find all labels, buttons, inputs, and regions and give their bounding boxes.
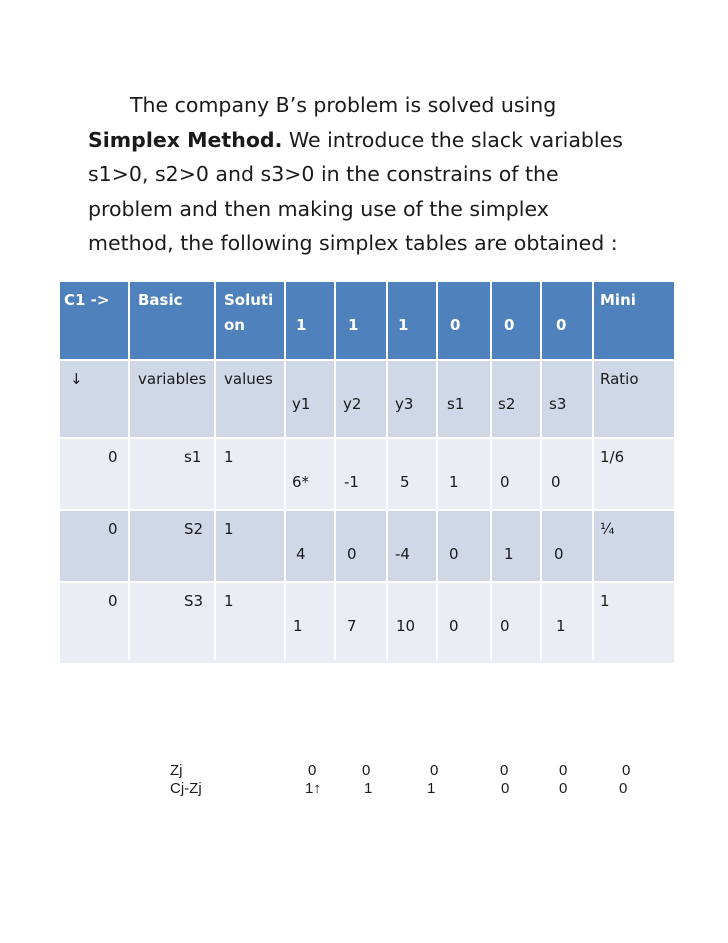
row2-solution: 1 [224,520,234,538]
col-y2: y2 [343,395,362,413]
column-divider [436,282,438,660]
row3-s1: 0 [449,617,459,635]
row3-y3: 10 [396,617,416,635]
col-y1: y1 [292,395,311,413]
ratio-label: Ratio [600,370,639,388]
paragraph-line-3: s1>0, s2>0 and s3>0 in the constrains of the [88,162,559,187]
row1-s2: 0 [500,473,510,491]
column-divider [490,282,492,660]
row1-basic: s1 [184,448,202,466]
table-row-s3 [60,583,674,663]
coef-y2: 1 [348,316,359,334]
row2-cb: 0 [108,520,118,538]
row3-s2: 0 [500,617,510,635]
row3-y2: 7 [347,617,357,635]
row2-y2: 0 [347,545,357,563]
zj-s3: 0 [622,762,631,779]
zj-s2: 0 [559,762,568,779]
col-s1: s1 [447,395,465,413]
coef-s2: 0 [504,316,515,334]
row3-y1: 1 [293,617,303,635]
row2-basic: S2 [184,520,204,538]
down-arrow-icon: ↓ [70,370,83,388]
row3-ratio: 1 [600,592,610,610]
paragraph-line-2 [88,123,708,158]
zj-y1: 0 [308,762,317,779]
cjzj-y2: 1 [364,780,373,797]
row1-solution: 1 [224,448,234,466]
paragraph-line-5: method, the following simplex tables are obtained : [88,231,618,256]
row1-y2: -1 [344,473,359,491]
table-header-row [60,282,674,361]
values-label: values [224,370,273,388]
table-row-s2 [60,511,674,583]
row2-s2: 1 [504,545,514,563]
variables-label: variables [138,370,207,388]
row2-ratio: ¼ [600,520,615,538]
solution-label-top: Soluti [224,291,274,309]
coef-y3: 1 [398,316,409,334]
cjzj-s1: 0 [501,780,510,797]
zj-y3: 0 [430,762,439,779]
row3-cb: 0 [108,592,118,610]
col-s2: s2 [498,395,516,413]
paragraph-line-1: The company B’s problem is solved using [130,93,557,117]
row1-cb: 0 [108,448,118,466]
row2-s3: 0 [554,545,564,563]
row3-s3: 1 [556,617,566,635]
column-divider [540,282,542,660]
row2-s1: 0 [449,545,459,563]
zj-label: Zj [170,762,183,779]
simplex-table [60,282,674,663]
coef-y1: 1 [296,316,307,334]
basic-label: Basic [138,291,183,309]
solution-label-bottom: on [224,316,245,334]
cjzj-s2: 0 [559,780,568,797]
column-divider [334,282,336,660]
row1-s3: 0 [551,473,561,491]
c1-label: C1 -> [64,291,110,309]
column-divider [386,282,388,660]
zj-s1: 0 [500,762,509,779]
cjzj-y1: 1↑ [305,780,321,797]
row3-solution: 1 [224,592,234,610]
coef-s3: 0 [556,316,567,334]
column-divider [128,282,130,660]
row1-s1: 1 [449,473,459,491]
col-s3: s3 [549,395,567,413]
col-y3: y3 [395,395,414,413]
row2-y3: -4 [395,545,410,563]
column-divider [284,282,286,660]
table-row-s1 [60,439,674,511]
paragraph-line-2-rest: We introduce the slack variables [282,127,623,152]
column-divider [214,282,216,660]
intro-paragraph [88,88,708,261]
zj-y2: 0 [362,762,371,779]
row3-basic: S3 [184,592,204,610]
mini-label: Mini [600,291,636,309]
coef-s1: 0 [450,316,461,334]
row1-y3: 5 [400,473,410,491]
row1-ratio: 1/6 [600,448,625,466]
row2-y1: 4 [296,545,306,563]
cjzj-s3: 0 [619,780,628,797]
cjzj-label: Cj-Zj [170,780,202,797]
column-divider [592,282,594,660]
paragraph-line-4: problem and then making use of the simplex [88,196,549,221]
simplex-method-bold: Simplex Method. [88,127,283,152]
row1-y1: 6* [292,473,310,491]
table-subheader-row [60,361,674,439]
cjzj-y3: 1 [427,780,436,797]
